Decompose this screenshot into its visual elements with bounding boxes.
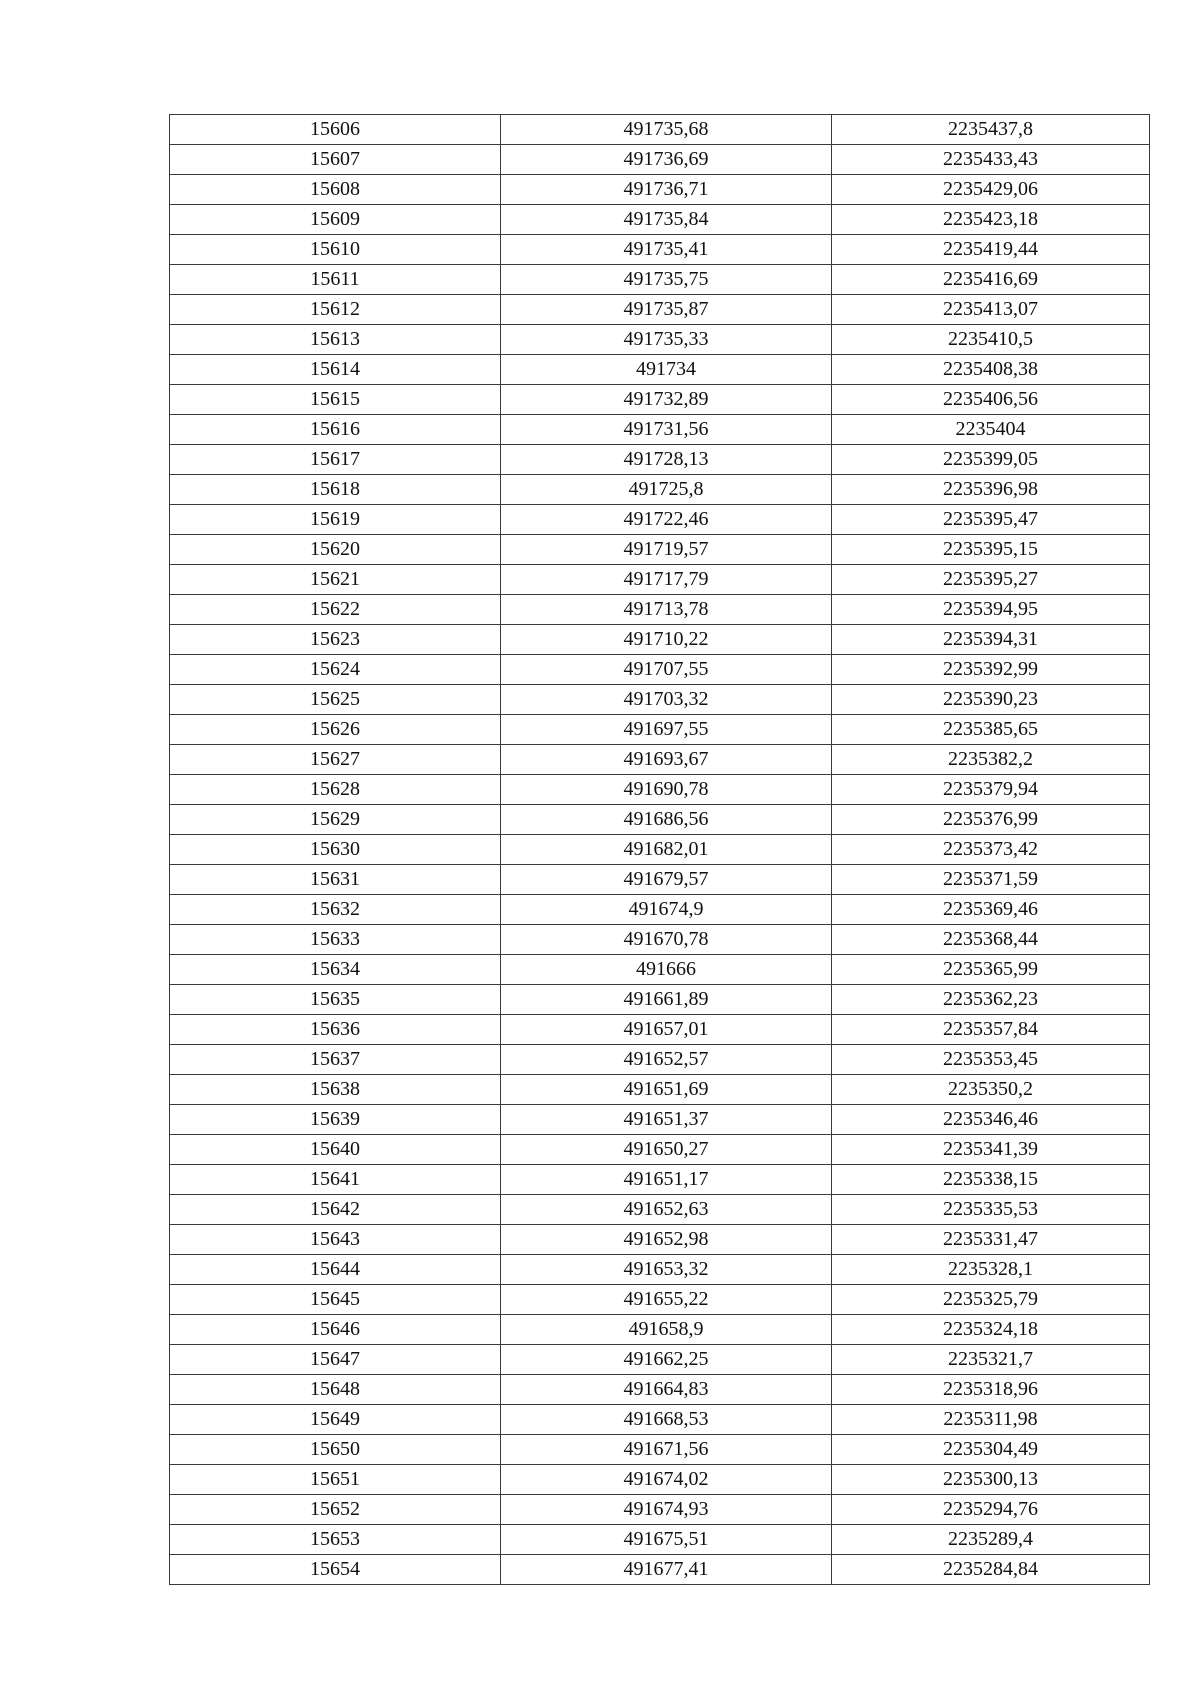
table-row: [170, 1435, 1150, 1465]
point-number-cell: 15621: [170, 565, 501, 595]
x-coordinate-cell: 491652,57: [501, 1045, 832, 1075]
table-row: [170, 385, 1150, 415]
x-coordinate-cell: 491710,22: [501, 625, 832, 655]
x-coordinate-cell: 491735,75: [501, 265, 832, 295]
table-row: [170, 145, 1150, 175]
table-row: [170, 955, 1150, 985]
table-row: [170, 1405, 1150, 1435]
table-row: [170, 1105, 1150, 1135]
x-coordinate-cell: 491717,79: [501, 565, 832, 595]
x-coordinate-cell: 491735,84: [501, 205, 832, 235]
point-number-cell: 15632: [170, 895, 501, 925]
x-coordinate-cell: 491666: [501, 955, 832, 985]
y-coordinate-cell: 2235368,44: [832, 925, 1150, 955]
y-coordinate-cell: 2235300,13: [832, 1465, 1150, 1495]
y-coordinate-cell: 2235394,95: [832, 595, 1150, 625]
point-number-cell: 15646: [170, 1315, 501, 1345]
y-coordinate-cell: 2235350,2: [832, 1075, 1150, 1105]
table-row: [170, 1345, 1150, 1375]
y-coordinate-cell: 2235324,18: [832, 1315, 1150, 1345]
table-row: [170, 655, 1150, 685]
y-coordinate-cell: 2235416,69: [832, 265, 1150, 295]
point-number-cell: 15611: [170, 265, 501, 295]
x-coordinate-cell: 491664,83: [501, 1375, 832, 1405]
table-row: [170, 625, 1150, 655]
point-number-cell: 15625: [170, 685, 501, 715]
y-coordinate-cell: 2235396,98: [832, 475, 1150, 505]
point-number-cell: 15651: [170, 1465, 501, 1495]
x-coordinate-cell: 491722,46: [501, 505, 832, 535]
table-row: [170, 175, 1150, 205]
y-coordinate-cell: 2235362,23: [832, 985, 1150, 1015]
x-coordinate-cell: 491653,32: [501, 1255, 832, 1285]
y-coordinate-cell: 2235382,2: [832, 745, 1150, 775]
y-coordinate-cell: 2235318,96: [832, 1375, 1150, 1405]
x-coordinate-cell: 491735,87: [501, 295, 832, 325]
x-coordinate-cell: 491735,41: [501, 235, 832, 265]
y-coordinate-cell: 2235404: [832, 415, 1150, 445]
table-row: [170, 445, 1150, 475]
point-number-cell: 15647: [170, 1345, 501, 1375]
y-coordinate-cell: 2235423,18: [832, 205, 1150, 235]
point-number-cell: 15613: [170, 325, 501, 355]
point-number-cell: 15644: [170, 1255, 501, 1285]
x-coordinate-cell: 491670,78: [501, 925, 832, 955]
table-row: [170, 775, 1150, 805]
table-row: [170, 865, 1150, 895]
y-coordinate-cell: 2235369,46: [832, 895, 1150, 925]
point-number-cell: 15653: [170, 1525, 501, 1555]
table-row: [170, 295, 1150, 325]
table-row: [170, 355, 1150, 385]
y-coordinate-cell: 2235357,84: [832, 1015, 1150, 1045]
point-number-cell: 15614: [170, 355, 501, 385]
x-coordinate-cell: 491736,71: [501, 175, 832, 205]
point-number-cell: 15627: [170, 745, 501, 775]
point-number-cell: 15619: [170, 505, 501, 535]
point-number-cell: 15626: [170, 715, 501, 745]
table-row: [170, 1285, 1150, 1315]
x-coordinate-cell: 491674,02: [501, 1465, 832, 1495]
table-row: [170, 235, 1150, 265]
point-number-cell: 15654: [170, 1555, 501, 1585]
point-number-cell: 15608: [170, 175, 501, 205]
table-row: [170, 505, 1150, 535]
point-number-cell: 15609: [170, 205, 501, 235]
point-number-cell: 15628: [170, 775, 501, 805]
y-coordinate-cell: 2235376,99: [832, 805, 1150, 835]
y-coordinate-cell: 2235385,65: [832, 715, 1150, 745]
y-coordinate-cell: 2235321,7: [832, 1345, 1150, 1375]
table-row: [170, 595, 1150, 625]
y-coordinate-cell: 2235392,99: [832, 655, 1150, 685]
x-coordinate-cell: 491732,89: [501, 385, 832, 415]
y-coordinate-cell: 2235328,1: [832, 1255, 1150, 1285]
y-coordinate-cell: 2235331,47: [832, 1225, 1150, 1255]
table-row: [170, 115, 1150, 145]
y-coordinate-cell: 2235311,98: [832, 1405, 1150, 1435]
table-row: [170, 1315, 1150, 1345]
x-coordinate-cell: 491707,55: [501, 655, 832, 685]
table-row: [170, 1525, 1150, 1555]
point-number-cell: 15649: [170, 1405, 501, 1435]
point-number-cell: 15645: [170, 1285, 501, 1315]
table-row: [170, 535, 1150, 565]
x-coordinate-cell: 491735,33: [501, 325, 832, 355]
point-number-cell: 15634: [170, 955, 501, 985]
y-coordinate-cell: 2235346,46: [832, 1105, 1150, 1135]
y-coordinate-cell: 2235395,15: [832, 535, 1150, 565]
y-coordinate-cell: 2235371,59: [832, 865, 1150, 895]
y-coordinate-cell: 2235379,94: [832, 775, 1150, 805]
y-coordinate-cell: 2235419,44: [832, 235, 1150, 265]
x-coordinate-cell: 491719,57: [501, 535, 832, 565]
point-number-cell: 15643: [170, 1225, 501, 1255]
y-coordinate-cell: 2235410,5: [832, 325, 1150, 355]
table-row: [170, 805, 1150, 835]
x-coordinate-cell: 491728,13: [501, 445, 832, 475]
table-row: [170, 1495, 1150, 1525]
y-coordinate-cell: 2235395,27: [832, 565, 1150, 595]
point-number-cell: 15652: [170, 1495, 501, 1525]
x-coordinate-cell: 491675,51: [501, 1525, 832, 1555]
point-number-cell: 15615: [170, 385, 501, 415]
table-row: [170, 895, 1150, 925]
y-coordinate-cell: 2235408,38: [832, 355, 1150, 385]
x-coordinate-cell: 491657,01: [501, 1015, 832, 1045]
table-row: [170, 1135, 1150, 1165]
y-coordinate-cell: 2235395,47: [832, 505, 1150, 535]
point-number-cell: 15631: [170, 865, 501, 895]
table-row: [170, 1225, 1150, 1255]
y-coordinate-cell: 2235399,05: [832, 445, 1150, 475]
table-row: [170, 745, 1150, 775]
x-coordinate-cell: 491651,69: [501, 1075, 832, 1105]
x-coordinate-cell: 491690,78: [501, 775, 832, 805]
y-coordinate-cell: 2235413,07: [832, 295, 1150, 325]
y-coordinate-cell: 2235373,42: [832, 835, 1150, 865]
table-row: [170, 835, 1150, 865]
table-row: [170, 415, 1150, 445]
y-coordinate-cell: 2235325,79: [832, 1285, 1150, 1315]
table-row: [170, 475, 1150, 505]
y-coordinate-cell: 2235284,84: [832, 1555, 1150, 1585]
coordinates-table-body: [170, 115, 1150, 1585]
x-coordinate-cell: 491674,9: [501, 895, 832, 925]
point-number-cell: 15623: [170, 625, 501, 655]
table-row: [170, 1255, 1150, 1285]
y-coordinate-cell: 2235433,43: [832, 145, 1150, 175]
x-coordinate-cell: 491736,69: [501, 145, 832, 175]
point-number-cell: 15640: [170, 1135, 501, 1165]
point-number-cell: 15624: [170, 655, 501, 685]
x-coordinate-cell: 491674,93: [501, 1495, 832, 1525]
table-row: [170, 1375, 1150, 1405]
point-number-cell: 15642: [170, 1195, 501, 1225]
table-row: [170, 985, 1150, 1015]
point-number-cell: 15616: [170, 415, 501, 445]
table-row: [170, 1165, 1150, 1195]
table-row: [170, 715, 1150, 745]
x-coordinate-cell: 491677,41: [501, 1555, 832, 1585]
point-number-cell: 15636: [170, 1015, 501, 1045]
table-row: [170, 1555, 1150, 1585]
x-coordinate-cell: 491658,9: [501, 1315, 832, 1345]
x-coordinate-cell: 491652,98: [501, 1225, 832, 1255]
point-number-cell: 15633: [170, 925, 501, 955]
y-coordinate-cell: 2235353,45: [832, 1045, 1150, 1075]
table-row: [170, 205, 1150, 235]
y-coordinate-cell: 2235335,53: [832, 1195, 1150, 1225]
x-coordinate-cell: 491655,22: [501, 1285, 832, 1315]
x-coordinate-cell: 491713,78: [501, 595, 832, 625]
x-coordinate-cell: 491671,56: [501, 1435, 832, 1465]
x-coordinate-cell: 491679,57: [501, 865, 832, 895]
y-coordinate-cell: 2235341,39: [832, 1135, 1150, 1165]
point-number-cell: 15635: [170, 985, 501, 1015]
table-row: [170, 1015, 1150, 1045]
y-coordinate-cell: 2235338,15: [832, 1165, 1150, 1195]
x-coordinate-cell: 491697,55: [501, 715, 832, 745]
point-number-cell: 15617: [170, 445, 501, 475]
x-coordinate-cell: 491668,53: [501, 1405, 832, 1435]
point-number-cell: 15639: [170, 1105, 501, 1135]
y-coordinate-cell: 2235437,8: [832, 115, 1150, 145]
table-row: [170, 1465, 1150, 1495]
x-coordinate-cell: 491651,17: [501, 1165, 832, 1195]
x-coordinate-cell: 491734: [501, 355, 832, 385]
point-number-cell: 15622: [170, 595, 501, 625]
point-number-cell: 15606: [170, 115, 501, 145]
point-number-cell: 15620: [170, 535, 501, 565]
table-row: [170, 325, 1150, 355]
x-coordinate-cell: 491661,89: [501, 985, 832, 1015]
table-row: [170, 1045, 1150, 1075]
x-coordinate-cell: 491650,27: [501, 1135, 832, 1165]
table-row: [170, 565, 1150, 595]
x-coordinate-cell: 491682,01: [501, 835, 832, 865]
x-coordinate-cell: 491703,32: [501, 685, 832, 715]
point-number-cell: 15630: [170, 835, 501, 865]
x-coordinate-cell: 491735,68: [501, 115, 832, 145]
table-row: [170, 685, 1150, 715]
y-coordinate-cell: 2235304,49: [832, 1435, 1150, 1465]
point-number-cell: 15607: [170, 145, 501, 175]
y-coordinate-cell: 2235394,31: [832, 625, 1150, 655]
table-row: [170, 1075, 1150, 1105]
x-coordinate-cell: 491652,63: [501, 1195, 832, 1225]
table-row: [170, 265, 1150, 295]
x-coordinate-cell: 491725,8: [501, 475, 832, 505]
table-row: [170, 925, 1150, 955]
point-number-cell: 15650: [170, 1435, 501, 1465]
x-coordinate-cell: 491686,56: [501, 805, 832, 835]
point-number-cell: 15638: [170, 1075, 501, 1105]
point-number-cell: 15637: [170, 1045, 501, 1075]
table-row: [170, 1195, 1150, 1225]
point-number-cell: 15641: [170, 1165, 501, 1195]
y-coordinate-cell: 2235429,06: [832, 175, 1150, 205]
y-coordinate-cell: 2235406,56: [832, 385, 1150, 415]
point-number-cell: 15648: [170, 1375, 501, 1405]
y-coordinate-cell: 2235390,23: [832, 685, 1150, 715]
y-coordinate-cell: 2235294,76: [832, 1495, 1150, 1525]
y-coordinate-cell: 2235289,4: [832, 1525, 1150, 1555]
x-coordinate-cell: 491662,25: [501, 1345, 832, 1375]
x-coordinate-cell: 491651,37: [501, 1105, 832, 1135]
point-number-cell: 15610: [170, 235, 501, 265]
point-number-cell: 15629: [170, 805, 501, 835]
y-coordinate-cell: 2235365,99: [832, 955, 1150, 985]
point-number-cell: 15612: [170, 295, 501, 325]
coordinates-table: [169, 114, 1150, 1585]
x-coordinate-cell: 491731,56: [501, 415, 832, 445]
x-coordinate-cell: 491693,67: [501, 745, 832, 775]
point-number-cell: 15618: [170, 475, 501, 505]
